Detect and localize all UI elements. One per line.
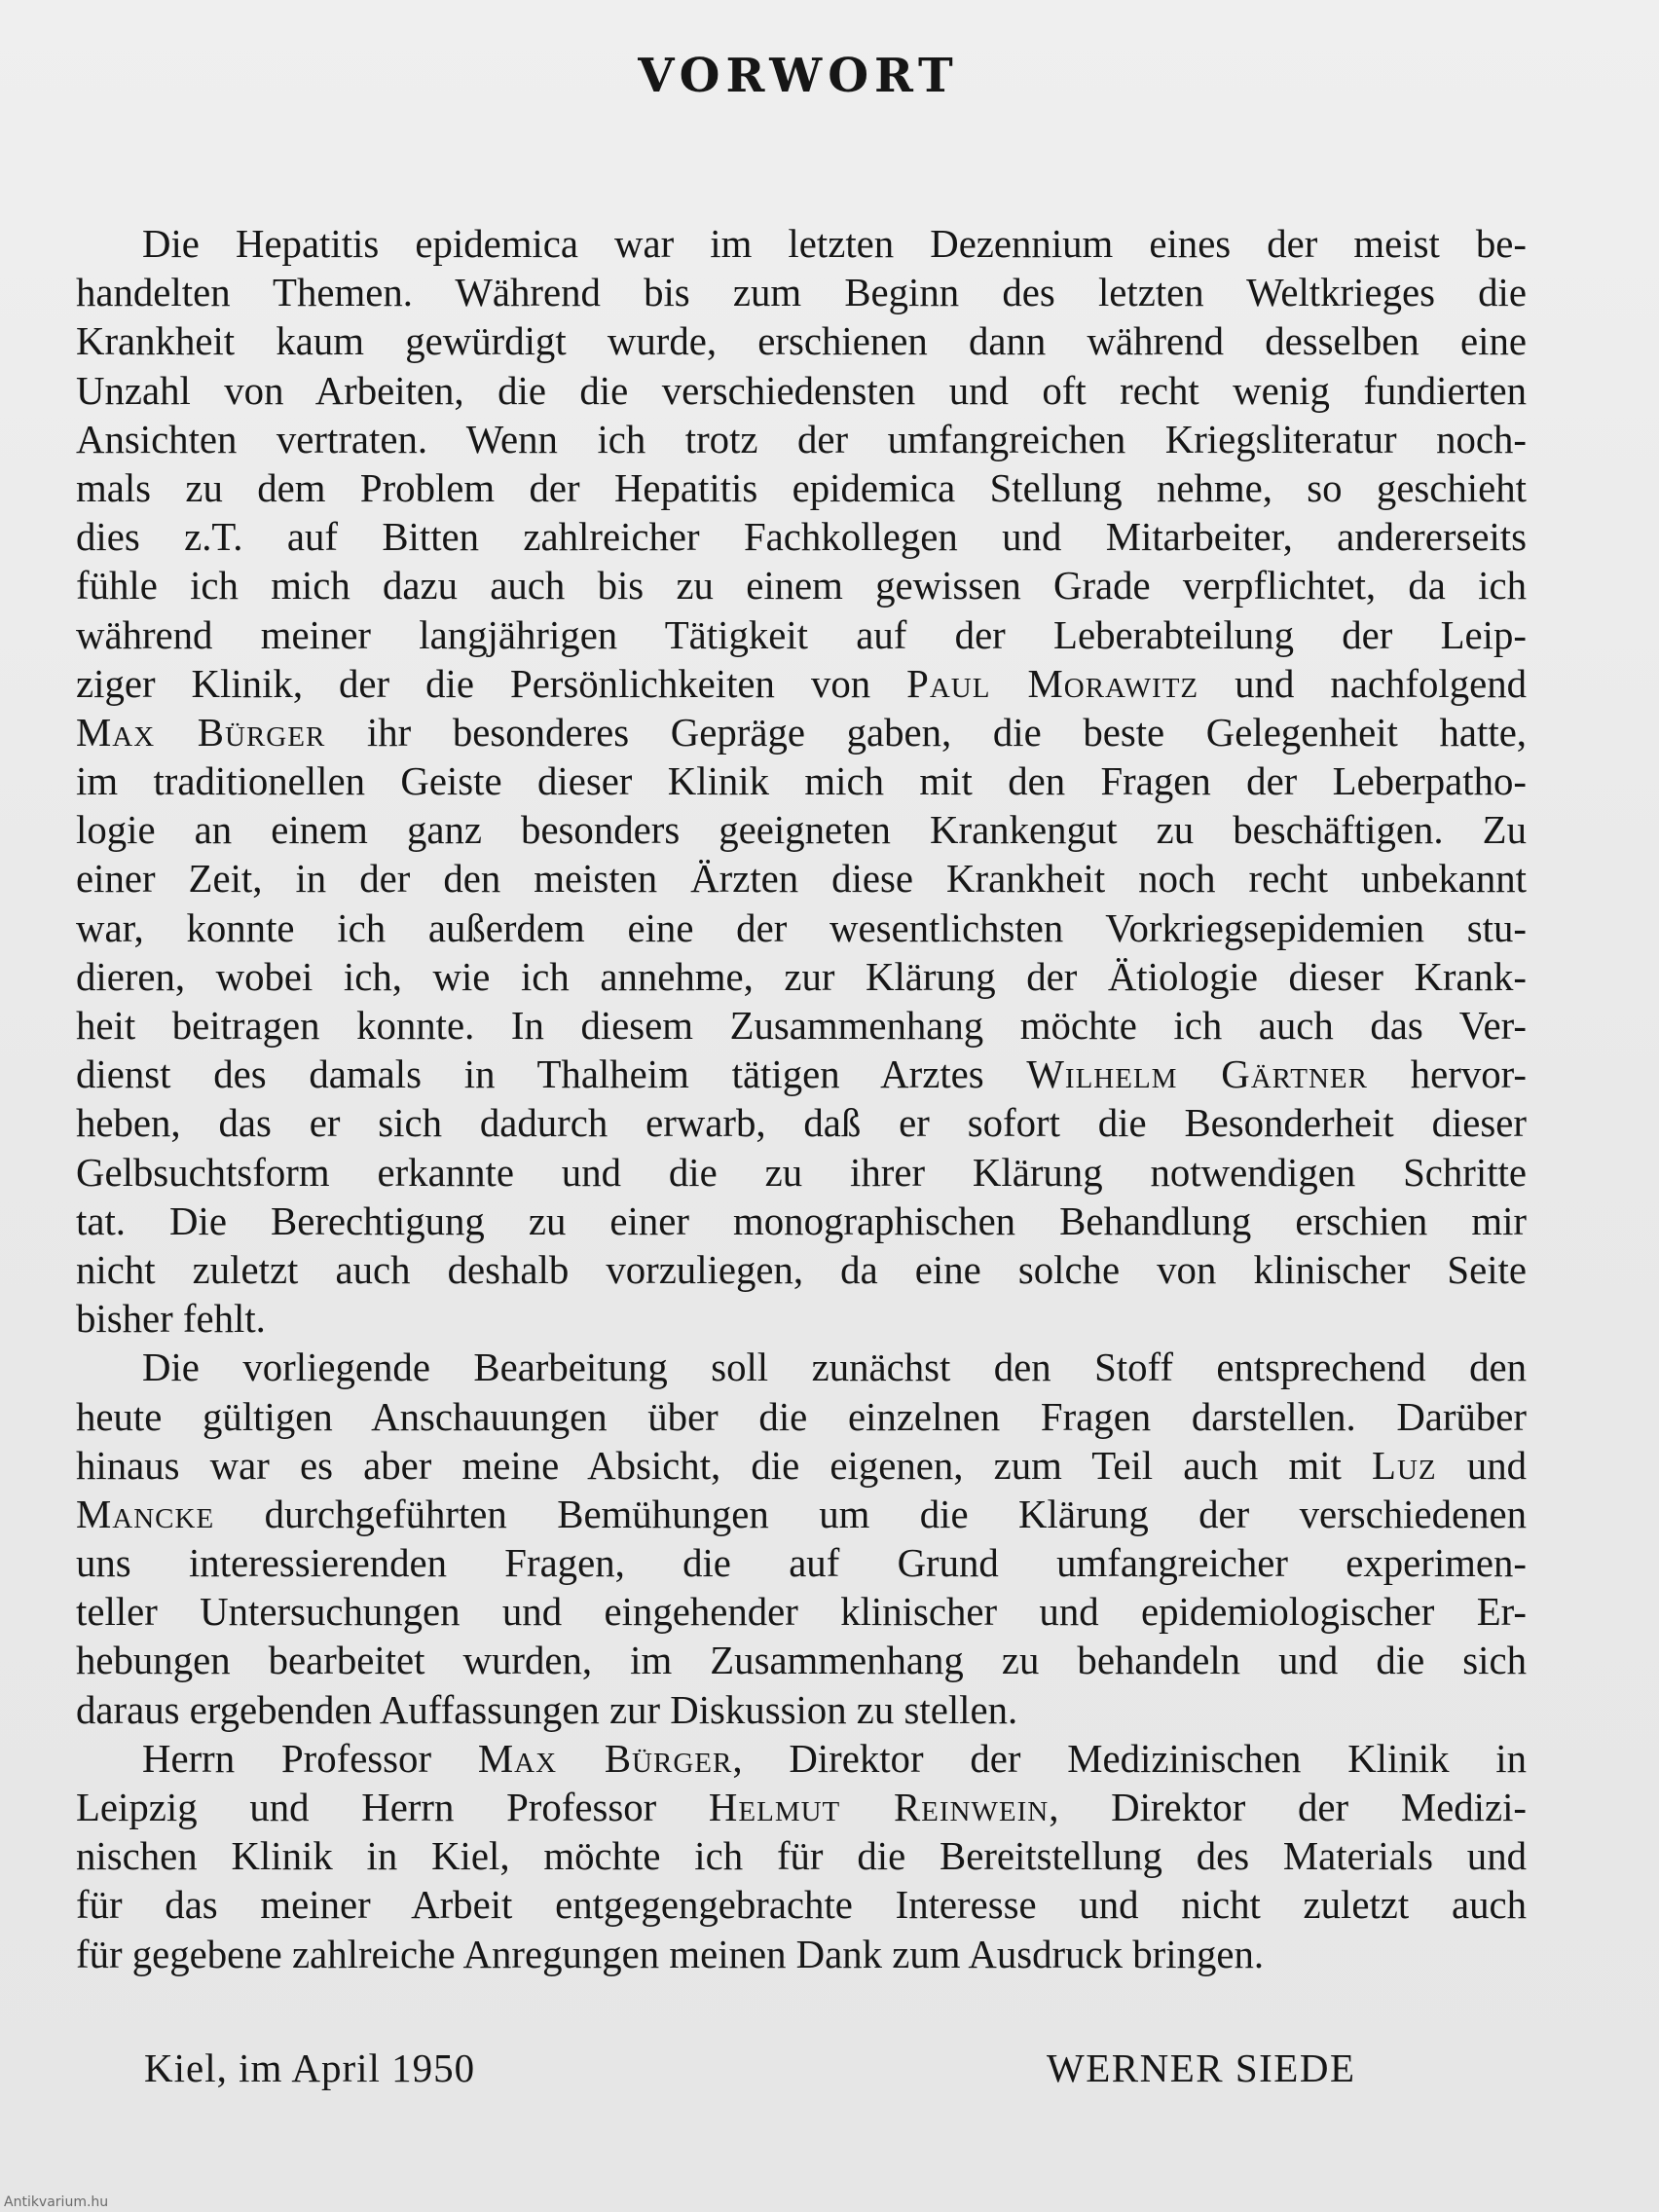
text-line [76, 1442, 1527, 1491]
person-name: Wilhelm Gärtner [1026, 1052, 1368, 1097]
text-line [76, 806, 1527, 855]
text-line [76, 611, 1527, 660]
text-segment: war, konnte ich außerdem eine der wesentlichsten Vorkriegsepidemien stu- [76, 905, 1527, 950]
text-line [76, 660, 1527, 709]
text-segment: teller Untersuchungen und eingehender klinischer und epidemiologischer Er- [76, 1590, 1527, 1635]
text-segment: Gelbsuchtsform erkannte und die zu ihrer Klärung notwendigen Schritte [76, 1150, 1527, 1195]
text-line [76, 317, 1527, 366]
person-name: Max Bürger [477, 1736, 733, 1781]
text-segment: heute gültigen Anschauungen über die einzelnen Fragen darstellen. Darüber [76, 1394, 1527, 1439]
text-segment: einer Zeit, in der den meisten Ärzten diese Krankheit noch recht unbekannt [76, 857, 1527, 902]
text-segment: handelten Themen. Während bis zum Beginn des letzten Weltkrieges die [76, 271, 1527, 315]
preface-body [76, 220, 1527, 1979]
person-name: Paul Morawitz [906, 661, 1199, 706]
paragraph [76, 220, 1527, 1344]
text-line [76, 1099, 1527, 1148]
text-line [76, 1735, 1527, 1784]
paragraph [76, 1735, 1527, 1979]
text-segment: und nachfolgend [1198, 661, 1527, 706]
text-segment: im traditionellen Geiste dieser Klinik mich mit den Fragen der Leberpatho- [76, 759, 1527, 804]
text-line [76, 709, 1527, 757]
page-title: VORWORT [638, 49, 959, 103]
text-segment: heben, das er sich dadurch erwarb, daß er sofort die Besonderheit dieser [76, 1101, 1527, 1146]
text-line [76, 1393, 1527, 1442]
text-line [76, 416, 1527, 464]
text-segment: und [1436, 1443, 1527, 1488]
person-name: Luz [1372, 1443, 1437, 1488]
text-segment: ziger Klinik, der die Persönlichkeiten von [76, 661, 907, 706]
text-line [76, 1539, 1527, 1588]
text-segment: dies z.T. auf Bitten zahlreicher Fachkollegen und Mitarbeiter, andererseits [76, 515, 1527, 560]
place-date: Kiel, im April 1950 [144, 2046, 476, 2090]
text-line [76, 1881, 1527, 1930]
text-segment: Ansichten vertraten. Wenn ich trotz der umfangreichen Kriegsliteratur noch- [76, 417, 1527, 461]
person-name: Mancke [76, 1492, 215, 1536]
person-name: Max Bürger [76, 710, 326, 755]
text-segment: , Direktor der Medizi- [1049, 1786, 1527, 1829]
text-segment: nischen Klinik in Kiel, möchte ich für die Bereitstellung des Materials und [76, 1834, 1527, 1879]
text-segment: Herrn Professor [142, 1736, 478, 1781]
text-segment: dieren, wobei ich, wie ich annehme, zur Klärung der Ätiologie dieser Krank- [76, 954, 1527, 999]
text-segment: , Direktor der Medizinischen Klinik in [732, 1736, 1528, 1781]
text-line [76, 1246, 1527, 1295]
text-segment: Leipzig und Herrn Professor [76, 1786, 709, 1829]
text-line [76, 1784, 1527, 1832]
text-segment: fühle ich mich dazu auch bis zu einem gewissen Grade verpflichtet, da ich [76, 564, 1527, 608]
text-line [76, 1295, 1527, 1344]
text-segment: Unzahl von Arbeiten, die die verschiedensten und oft recht wenig fundierten [76, 368, 1527, 413]
text-segment: Die Hepatitis epidemica war im letzten Dezennium eines der meist be- [142, 222, 1527, 266]
text-line [76, 1051, 1527, 1099]
text-line [76, 1832, 1527, 1881]
text-line [76, 367, 1527, 416]
text-segment: heit beitragen konnte. In diesem Zusammenhang möchte ich auch das Ver- [76, 1004, 1527, 1048]
text-segment: daraus ergebenden Auffassungen zur Diskussion zu stellen. [76, 1687, 1018, 1732]
text-line [76, 562, 1527, 610]
text-line [76, 464, 1527, 513]
watermark: Antikvarium.hu [4, 2194, 109, 2210]
text-line [76, 1344, 1527, 1392]
paragraph [76, 1344, 1527, 1735]
author-name: WERNER SIEDE [1047, 2046, 1356, 2090]
text-line [76, 1149, 1527, 1198]
text-line [76, 1637, 1527, 1685]
text-line [76, 953, 1527, 1002]
text-line [76, 1931, 1527, 1979]
text-segment: logie an einem ganz besonders geeigneten Krankengut zu beschäftigen. Zu [76, 808, 1527, 853]
text-segment: bisher fehlt. [76, 1297, 266, 1342]
text-line [76, 1588, 1527, 1637]
text-segment: Die vorliegende Bearbeitung soll zunächst den Stoff entsprechend den [142, 1346, 1527, 1390]
text-segment: mals zu dem Problem der Hepatitis epidemica Stellung nehme, so geschieht [76, 465, 1527, 510]
text-segment: dienst des damals in Thalheim tätigen Arztes [76, 1052, 1027, 1097]
text-segment: tat. Die Berechtigung zu einer monographischen Behandlung erschien mir [76, 1198, 1527, 1243]
person-name: Helmut Reinwein [708, 1786, 1050, 1829]
text-segment: Krankheit kaum gewürdigt wurde, erschienen dann während desselben eine [76, 319, 1527, 364]
text-segment: während meiner langjährigen Tätigkeit auf der Leberabteilung der Leip- [76, 612, 1527, 657]
text-segment: hervor- [1367, 1052, 1527, 1097]
text-segment: für das meiner Arbeit entgegengebrachte Interesse und nicht zuletzt auch [76, 1883, 1527, 1928]
text-line [76, 904, 1527, 953]
text-segment: für gegebene zahlreiche Anregungen meinen Dank zum Ausdruck bringen. [76, 1932, 1265, 1976]
text-line [76, 220, 1527, 269]
text-line [76, 513, 1527, 562]
text-line [76, 855, 1527, 903]
text-segment: ihr besonderes Gepräge gaben, die beste Gelegenheit hatte, [325, 710, 1527, 755]
text-line [76, 269, 1527, 317]
text-line [76, 757, 1527, 806]
text-line [76, 1002, 1527, 1051]
text-segment: uns interessierenden Fragen, die auf Grund umfangreicher experimen- [76, 1541, 1527, 1586]
text-segment: durchgeführten Bemühungen um die Klärung der verschiedenen [214, 1492, 1527, 1536]
text-segment: hebungen bearbeitet wurden, im Zusammenhang zu behandeln und die sich [76, 1639, 1527, 1683]
text-segment: nicht zuletzt auch deshalb vorzuliegen, da eine solche von klinischer Seite [76, 1247, 1527, 1292]
text-line [76, 1198, 1527, 1246]
text-segment: hinaus war es aber meine Absicht, die eigenen, zum Teil auch mit [76, 1443, 1373, 1488]
text-line [76, 1686, 1527, 1735]
text-line [76, 1491, 1527, 1539]
